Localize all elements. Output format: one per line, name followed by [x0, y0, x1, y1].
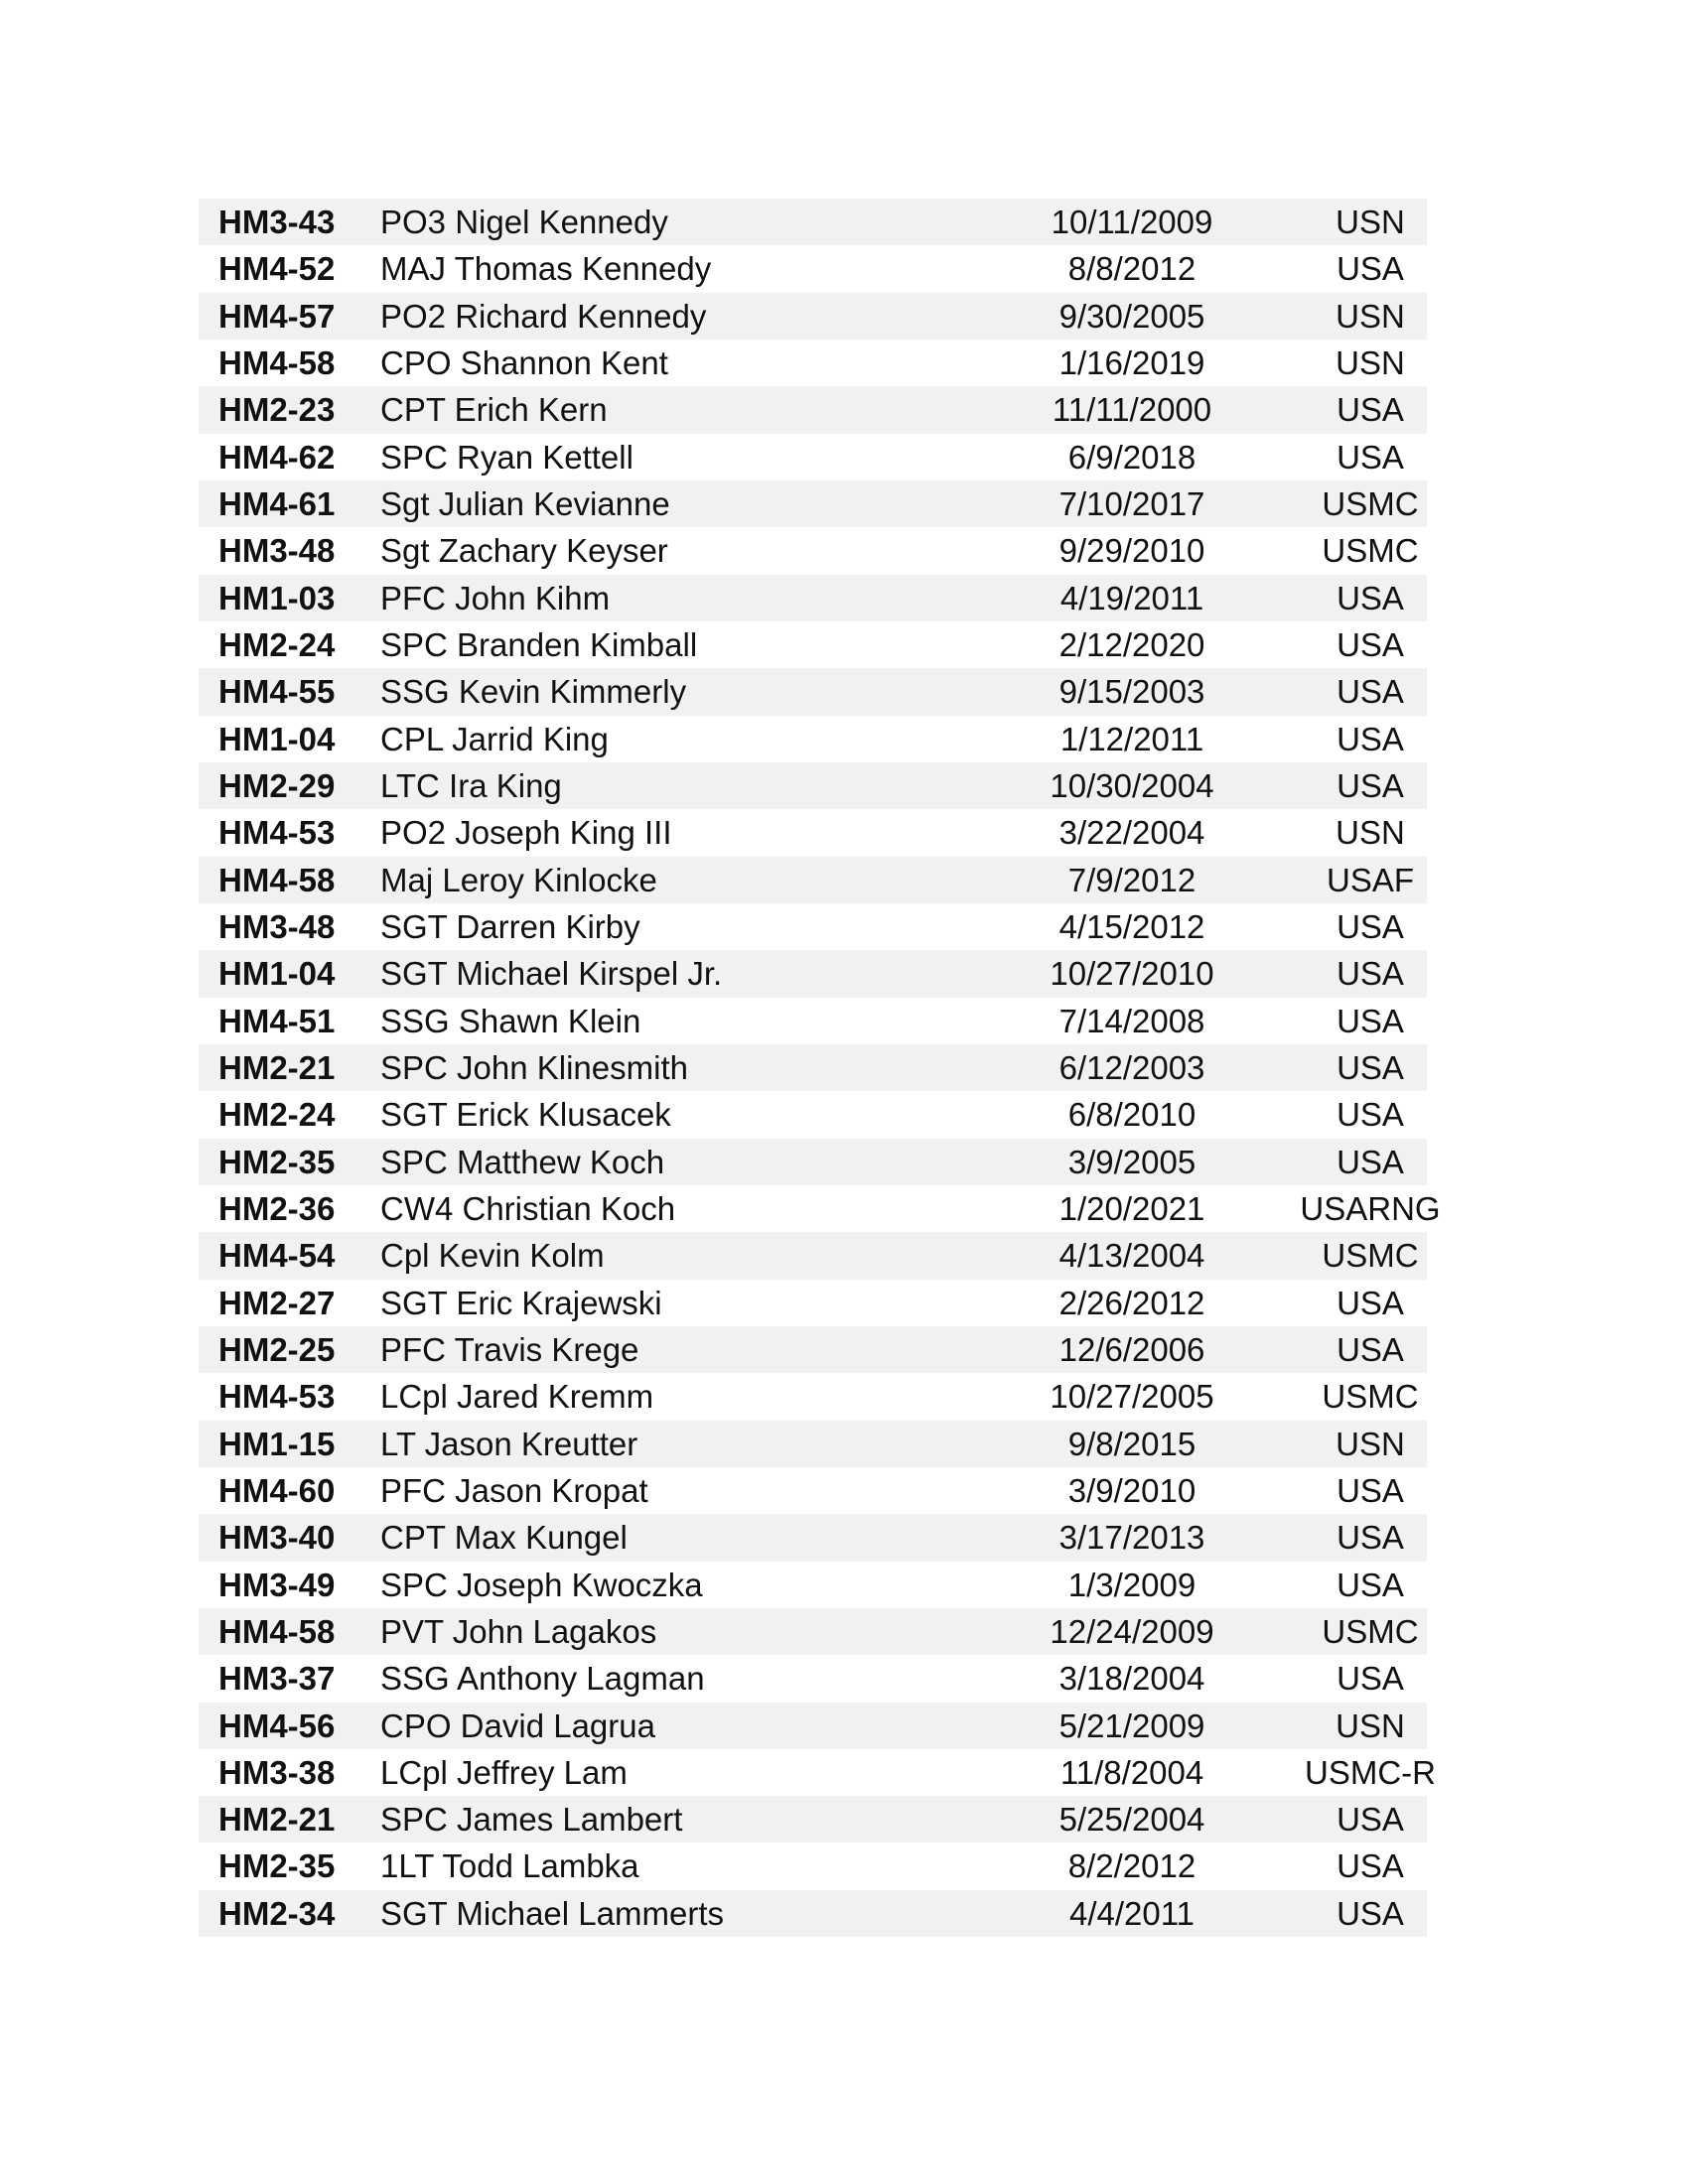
service-branch: USMC	[1322, 532, 1419, 570]
service-branch: USA	[1336, 625, 1404, 663]
service-member-name: LCpl Jared Kremm	[380, 1378, 654, 1416]
service-member-name: PFC John Kihm	[380, 579, 611, 616]
table-row	[199, 480, 1427, 527]
service-branch: USA	[1336, 1660, 1404, 1698]
panel-code: HM4-51	[218, 1002, 336, 1039]
date-of-death: 10/27/2005	[1050, 1378, 1214, 1416]
panel-code: HM3-48	[218, 532, 336, 570]
roster-table	[199, 199, 1441, 1937]
date-of-death: 3/17/2013	[1058, 1519, 1205, 1557]
panel-code: HM4-55	[218, 673, 336, 711]
panel-code: HM2-24	[218, 625, 336, 663]
panel-code: HM3-38	[218, 1753, 336, 1791]
panel-code: HM4-57	[218, 297, 336, 335]
table-row	[199, 1421, 1427, 1467]
panel-code: HM2-36	[218, 1189, 336, 1227]
service-branch: USMC	[1322, 1378, 1419, 1416]
date-of-death: 8/2/2012	[1067, 1847, 1196, 1885]
table-row	[199, 668, 1427, 715]
service-branch: USAF	[1326, 861, 1414, 898]
table-row	[199, 1326, 1427, 1373]
table-row	[199, 1703, 1427, 1749]
table-row	[199, 1562, 1427, 1608]
service-member-name: PO3 Nigel Kennedy	[380, 204, 668, 240]
service-branch: USA	[1336, 438, 1404, 476]
table-row	[199, 762, 1427, 809]
service-member-name: Cpl Kevin Kolm	[380, 1237, 605, 1275]
date-of-death: 7/10/2017	[1058, 484, 1205, 522]
service-member-name: SPC James Lambert	[380, 1801, 683, 1839]
table-row	[199, 1280, 1427, 1326]
service-branch: USA	[1336, 1048, 1404, 1086]
service-branch: USA	[1336, 720, 1404, 757]
date-of-death: 10/27/2010	[1050, 955, 1214, 993]
service-branch: USMC-R	[1305, 1753, 1436, 1791]
table-row	[199, 998, 1427, 1044]
panel-code: HM4-53	[218, 1378, 336, 1416]
table-row	[199, 1185, 1441, 1232]
date-of-death: 8/8/2012	[1067, 250, 1196, 288]
table-row	[199, 1373, 1427, 1420]
panel-code: HM4-54	[218, 1237, 336, 1275]
table-row	[199, 716, 1427, 762]
service-branch: USA	[1336, 1894, 1404, 1932]
date-of-death: 6/12/2003	[1058, 1048, 1205, 1086]
panel-code: HM4-58	[218, 861, 336, 898]
table-row	[199, 809, 1427, 856]
panel-code: HM2-21	[218, 1801, 336, 1839]
date-of-death: 9/8/2015	[1067, 1425, 1196, 1462]
panel-code: HM2-35	[218, 1143, 336, 1180]
panel-code: HM3-48	[218, 907, 336, 945]
service-branch: USARNG	[1300, 1189, 1441, 1227]
date-of-death: 11/8/2004	[1059, 1753, 1204, 1791]
table-row	[199, 245, 1427, 292]
panel-code: HM4-61	[218, 484, 336, 522]
panel-code: HM1-04	[218, 955, 336, 993]
panel-code: HM4-56	[218, 1706, 336, 1744]
service-branch: USA	[1336, 1801, 1404, 1839]
panel-code: HM2-23	[218, 391, 336, 429]
service-member-name: MAJ Thomas Kennedy	[380, 250, 712, 288]
service-branch: USA	[1336, 1096, 1404, 1134]
service-member-name: SPC Matthew Koch	[380, 1143, 665, 1180]
service-branch: USA	[1336, 1284, 1404, 1321]
service-member-name: PVT John Lagakos	[380, 1612, 657, 1650]
service-member-name: SPC John Klinesmith	[380, 1048, 688, 1086]
date-of-death: 4/15/2012	[1058, 907, 1205, 945]
service-member-name: SSG Shawn Klein	[380, 1002, 641, 1039]
service-branch: USA	[1336, 250, 1404, 288]
service-branch: USN	[1336, 297, 1405, 335]
date-of-death: 2/26/2012	[1058, 1284, 1205, 1321]
date-of-death: 1/20/2021	[1058, 1189, 1205, 1227]
date-of-death: 10/30/2004	[1050, 766, 1214, 804]
table-row	[199, 527, 1427, 574]
panel-code: HM2-27	[218, 1284, 336, 1321]
service-member-name: SGT Erick Klusacek	[380, 1096, 671, 1134]
service-branch: USA	[1336, 1002, 1404, 1039]
date-of-death: 9/30/2005	[1058, 297, 1205, 335]
service-branch: USA	[1336, 766, 1404, 804]
date-of-death: 7/9/2012	[1067, 861, 1196, 898]
date-of-death: 1/12/2011	[1059, 720, 1204, 757]
table-row	[199, 1890, 1427, 1937]
service-member-name: SPC Branden Kimball	[380, 625, 698, 663]
service-member-name: CPT Max Kungel	[380, 1519, 628, 1557]
service-branch: USA	[1336, 1471, 1404, 1509]
service-member-name: PO2 Richard Kennedy	[380, 297, 707, 335]
service-member-name: SGT Michael Kirspel Jr.	[380, 955, 723, 993]
service-branch: USN	[1336, 1706, 1405, 1744]
panel-code: HM2-29	[218, 766, 336, 804]
table-row	[199, 1139, 1427, 1185]
date-of-death: 3/22/2004	[1058, 814, 1205, 852]
service-branch: USMC	[1322, 484, 1419, 522]
panel-code: HM4-52	[218, 250, 336, 288]
table-row	[199, 1608, 1427, 1655]
panel-code: HM3-43	[218, 204, 336, 240]
panel-code: HM4-58	[218, 343, 336, 381]
service-branch: USA	[1336, 1519, 1404, 1557]
service-member-name: SSG Kevin Kimmerly	[380, 673, 687, 711]
service-branch: USA	[1336, 1566, 1404, 1603]
panel-code: HM1-03	[218, 579, 336, 616]
service-member-name: Maj Leroy Kinlocke	[380, 861, 657, 898]
panel-code: HM1-15	[218, 1425, 336, 1462]
date-of-death: 11/11/2000	[1052, 391, 1212, 429]
service-member-name: CPO Shannon Kent	[380, 343, 668, 381]
date-of-death: 6/9/2018	[1067, 438, 1196, 476]
service-member-name: 1LT Todd Lambka	[380, 1847, 639, 1885]
service-member-name: SGT Darren Kirby	[380, 907, 640, 945]
service-member-name: SPC Joseph Kwoczka	[380, 1566, 703, 1603]
service-member-name: SPC Ryan Kettell	[380, 438, 633, 476]
service-member-name: PFC Jason Kropat	[380, 1471, 648, 1509]
table-row	[199, 1843, 1427, 1889]
table-row	[199, 293, 1427, 340]
date-of-death: 7/14/2008	[1058, 1002, 1205, 1039]
service-branch: USA	[1336, 907, 1404, 945]
service-branch: USN	[1336, 343, 1405, 381]
date-of-death: 3/9/2005	[1067, 1143, 1196, 1180]
service-branch: USMC	[1322, 1237, 1419, 1275]
panel-code: HM4-62	[218, 438, 336, 476]
date-of-death: 9/15/2003	[1058, 673, 1205, 711]
table-row	[199, 1232, 1427, 1279]
service-member-name: LTC Ira King	[380, 766, 562, 804]
service-branch: USN	[1336, 814, 1405, 852]
table-row	[199, 199, 1427, 245]
panel-code: HM2-34	[218, 1894, 336, 1932]
service-branch: USMC	[1322, 1612, 1419, 1650]
date-of-death: 4/4/2011	[1068, 1894, 1195, 1932]
panel-code: HM2-24	[218, 1096, 336, 1134]
service-branch: USA	[1336, 1847, 1404, 1885]
service-branch: USN	[1336, 1425, 1405, 1462]
service-member-name: SSG Anthony Lagman	[380, 1660, 705, 1698]
service-member-name: SGT Eric Krajewski	[380, 1284, 662, 1321]
table-row	[199, 1655, 1427, 1702]
service-member-name: SGT Michael Lammerts	[380, 1894, 724, 1932]
panel-code: HM2-35	[218, 1847, 336, 1885]
service-branch: USA	[1336, 579, 1404, 616]
service-branch: USA	[1336, 1143, 1404, 1180]
date-of-death: 5/21/2009	[1058, 1706, 1205, 1744]
date-of-death: 12/6/2006	[1058, 1330, 1205, 1368]
table-row	[199, 903, 1427, 950]
table-row	[199, 1796, 1427, 1843]
panel-code: HM4-60	[218, 1471, 336, 1509]
panel-code: HM3-40	[218, 1519, 336, 1557]
table-row	[199, 575, 1427, 621]
table-row	[199, 340, 1427, 386]
service-member-name: PFC Travis Krege	[380, 1330, 639, 1368]
panel-code: HM4-58	[218, 1612, 336, 1650]
date-of-death: 3/9/2010	[1067, 1471, 1196, 1509]
service-member-name: CPT Erich Kern	[380, 391, 608, 429]
date-of-death: 5/25/2004	[1058, 1801, 1205, 1839]
service-member-name: Sgt Zachary Keyser	[380, 532, 668, 570]
date-of-death: 2/12/2020	[1058, 625, 1205, 663]
table-row	[199, 1514, 1427, 1561]
panel-code: HM1-04	[218, 720, 336, 757]
panel-code: HM3-37	[218, 1660, 336, 1698]
date-of-death: 10/11/2009	[1051, 204, 1213, 240]
date-of-death: 3/18/2004	[1058, 1660, 1205, 1698]
date-of-death: 1/3/2009	[1067, 1566, 1196, 1603]
table-row	[199, 1749, 1436, 1796]
panel-code: HM3-49	[218, 1566, 336, 1603]
table-row	[199, 1467, 1427, 1514]
service-member-name: Sgt Julian Kevianne	[380, 484, 670, 522]
table-row	[199, 621, 1427, 668]
date-of-death: 6/8/2010	[1067, 1096, 1196, 1134]
panel-code: HM2-21	[218, 1048, 336, 1086]
service-member-name: CPO David Lagrua	[380, 1706, 655, 1744]
service-member-name: LCpl Jeffrey Lam	[380, 1753, 628, 1791]
table-row	[199, 857, 1427, 903]
service-member-name: LT Jason Kreutter	[380, 1425, 638, 1462]
service-branch: USA	[1336, 673, 1404, 711]
panel-code: HM4-53	[218, 814, 336, 852]
service-member-name: PO2 Joseph King III	[380, 814, 672, 852]
table-row	[199, 1044, 1427, 1091]
panel-code: HM2-25	[218, 1330, 336, 1368]
date-of-death: 4/13/2004	[1058, 1237, 1205, 1275]
table-row	[199, 1091, 1427, 1138]
date-of-death: 12/24/2009	[1050, 1612, 1214, 1650]
table-row	[199, 950, 1427, 997]
date-of-death: 1/16/2019	[1058, 343, 1205, 381]
service-branch: USA	[1336, 955, 1404, 993]
service-member-name: CPL Jarrid King	[380, 720, 609, 757]
service-member-name: CW4 Christian Koch	[380, 1189, 676, 1227]
date-of-death: 4/19/2011	[1059, 579, 1204, 616]
date-of-death: 9/29/2010	[1058, 532, 1205, 570]
service-branch: USA	[1336, 1330, 1404, 1368]
table-row	[199, 386, 1427, 433]
service-branch: USA	[1336, 391, 1404, 429]
table-row	[199, 434, 1427, 480]
service-branch: USN	[1336, 204, 1405, 240]
